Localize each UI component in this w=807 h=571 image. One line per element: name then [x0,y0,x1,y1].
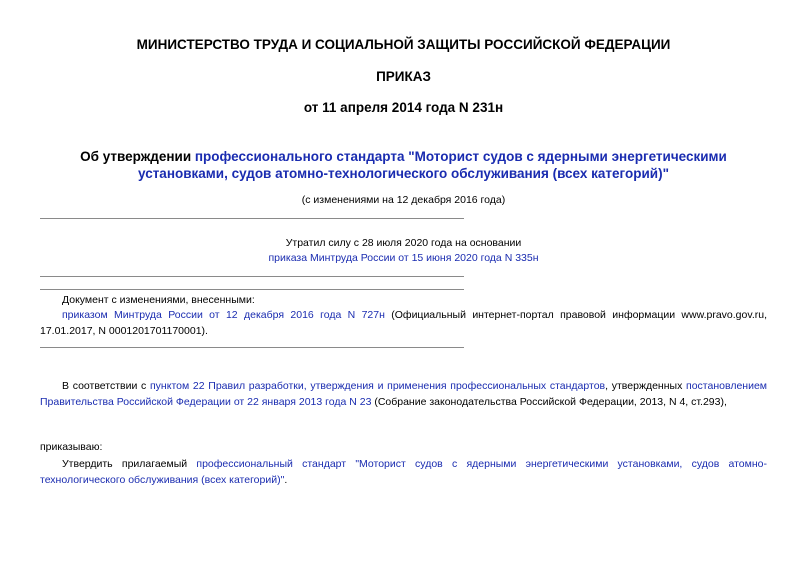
divider [40,218,464,219]
expired-link-line [40,251,767,265]
basis-middle: , утвержденных [605,380,687,392]
government-resolution-link[interactable]: постановлением Правительства Российской Федерации от 22 января 2013 года N 23 [40,380,768,408]
title-prefix: Об утверждении [80,149,195,164]
divider [40,276,464,277]
approve-end: . [284,474,288,486]
title-standard-link[interactable]: профессионального стандарта "Моторист судов с ядерными энергетическими установками, судов атомно-технологического обслуживания (всех категорий)" [138,149,727,181]
approve-paragraph [40,456,767,488]
rules-point-link[interactable]: пунктом 22 Правил разработки, утверждения и применения профессиональных стандартов [150,380,606,392]
date-number-heading: от 11 апреля 2014 года N 231н [303,100,504,115]
changes-intro: Документ с изменениями, внесенными: [62,294,255,306]
divider [40,289,464,290]
professional-standard-link[interactable]: профессиональный стандарт "Моторист судов с ядерными энергетическими установками, судов атомно-технологического обслуживания (всех категорий)" [40,458,768,486]
basis-end: (Собрание законодательства Российской Федерации, 2013, N 4, ст.293), [371,396,727,408]
doc-type-heading: ПРИКАЗ [376,69,431,84]
approve-start: Утвердить прилагаемый [62,458,197,470]
amendments-note: (с изменениями на 12 декабря 2016 года) [301,194,506,206]
changes-order-link[interactable]: приказом Минтруда России от 12 декабря 2016 года N 727н [62,309,385,321]
order-word: приказываю: [40,441,103,453]
ministry-heading: МИНИСТЕРСТВО ТРУДА И СОЦИАЛЬНОЙ ЗАЩИТЫ РОССИЙСКОЙ ФЕДЕРАЦИИ [136,37,671,52]
divider [40,347,464,348]
expired-order-link[interactable]: приказа Минтруда России от 15 июня 2020 года N 335н [268,252,539,264]
basis-paragraph [40,378,767,410]
changes-paragraph [40,307,767,339]
document-title [40,148,767,182]
basis-start: В соответствии с [62,380,150,392]
expired-line: Утратил силу с 28 июля 2020 года на основании [285,237,522,249]
changes-rest: (Официальный интернет-портал правовой информации www.pravo.gov.ru, 17.01.2017, N 0001201701170001). [40,309,768,337]
